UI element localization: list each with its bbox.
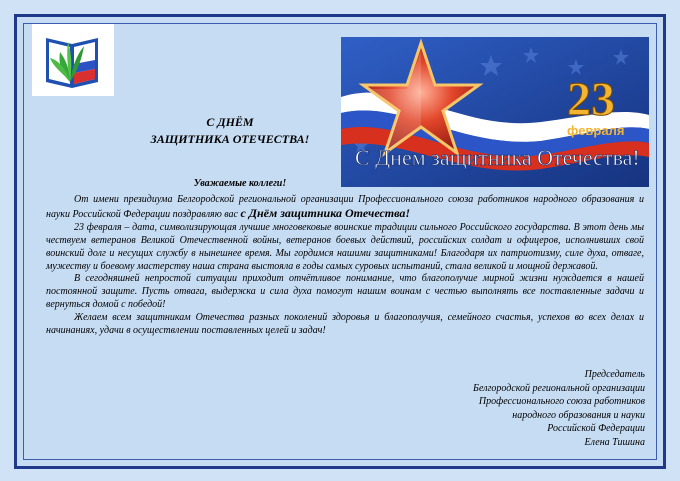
paragraph-2: 23 февраля – дата, символизирующая лучшие многовековые воинские традиции сильного Российского государства. В этот день мы чествуем ветеранов Великой Отечественной войны, ветеранов боевых действий, российских солдат и офицеров, исполнивших свой воинский долг и несущих службу в нынешнее время. Мы гордимся нашими защитниками! Благодаря их патриотизму, силе духа, отваге, мужеству и боевому мастерству наша страна выстояла в годы самых суровых испытаний, стала великой и мощной державой. [46,221,644,272]
union-logo [32,24,114,96]
paragraph-1-emphasis: с Днём защитника Отечества! [240,205,411,220]
paragraph-1 [46,194,644,222]
letter-body [46,194,644,338]
holiday-banner [341,37,649,187]
paragraph-1-text: От имени президиума Белгородской региональной организации Профессионального союза работников народного образования и науки Российской Федерации поздравляю вас [46,194,644,220]
union-logo-icon [32,24,114,96]
holiday-banner-image [341,37,649,187]
signature-line: народного образования и науки [512,409,645,421]
page-title-line2: ЗАЩИТНИКА ОТЕЧЕСТВА! [150,132,310,146]
page-title [120,114,340,148]
signature-block [360,368,645,450]
paragraph-3: В сегодняшней непростой ситуации приходит отчётливое понимание, что благополучие мирной жизни нуждается в нашей постоянной защите. Пусть отвага, выдержка и сила духа помогут нашим воинам с честью выполнять все поставленные задачи и вернуться домой с победой! [46,273,644,311]
banner-day: 23 [567,73,615,126]
signature-line: Российской Федерации [547,423,645,435]
signature-line: Профессионального союза работников [478,396,645,408]
page-title-line1: С ДНЁМ [206,115,254,129]
banner-month: февраля [567,123,625,138]
signature-name: Елена Тишина [584,436,645,448]
greeting: Уважаемые коллеги! [193,178,287,189]
paragraph-4: Желаем всем защитникам Отечества разных поколений здоровья и благополучия, семейного счастья, успехов во всех делах и начинаниях, удачи в осуществлении поставленных целей и задач! [46,312,644,337]
signature-line: Белгородской региональной организации [473,382,645,394]
banner-caption: С Днем защитника Отечества! [355,145,640,170]
signature-line: Председатель [584,369,645,380]
